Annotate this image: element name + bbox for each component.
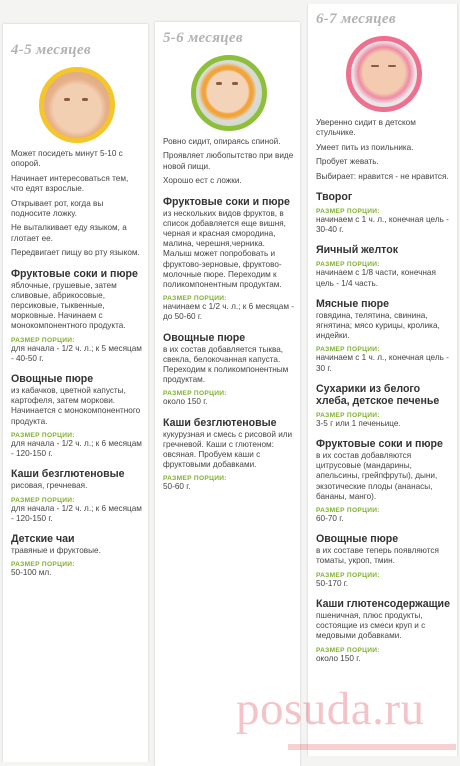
age-heading: 6-7 месяцев bbox=[316, 11, 396, 27]
portion-value: около 150 г. bbox=[163, 397, 208, 407]
food-title: Фруктовые соки и пюре bbox=[316, 438, 443, 451]
food-section bbox=[316, 383, 451, 429]
column-4-5-months bbox=[0, 10, 151, 762]
column-card bbox=[3, 24, 148, 762]
baby-eye bbox=[232, 82, 238, 85]
portion-label: РАЗМЕР ПОРЦИИ: bbox=[316, 411, 380, 419]
baby-photo bbox=[346, 36, 422, 112]
age-heading: 4-5 месяцев bbox=[11, 42, 91, 58]
portion-label: РАЗМЕР ПОРЦИИ: bbox=[316, 208, 380, 216]
portion-value: начинаем с 1 ч. л., конечная цель - 30 г. bbox=[316, 353, 449, 373]
portion-value: для начала - 1/2 ч. л.; к 6 месяцам - 120-150 г. bbox=[11, 503, 142, 523]
skills-list bbox=[163, 137, 294, 187]
food-title: Творог bbox=[316, 191, 353, 204]
skill-item: Хорошо ест с ложки. bbox=[163, 176, 242, 186]
portion-label: РАЗМЕР ПОРЦИИ: bbox=[163, 390, 227, 398]
portion-value: для начала - 1/2 ч. л.; к 5 месяцам - 40-50 г. bbox=[11, 343, 142, 363]
portion-label: РАЗМЕР ПОРЦИИ: bbox=[316, 646, 380, 654]
age-heading: 5-6 месяцев bbox=[163, 30, 243, 46]
food-description: травяные и фруктовые. bbox=[11, 545, 101, 555]
skill-item: Умеет пить из поильника. bbox=[316, 142, 414, 152]
food-title: Сухарики из белого хлеба, детское печенье bbox=[316, 382, 440, 407]
food-description: кукурузная и смесь с рисовой или гречневой. Каши с глютеном: овсяная. Пробуем каши с фруктовыми добавками. bbox=[163, 429, 293, 470]
food-section bbox=[11, 533, 142, 578]
portion-label: РАЗМЕР ПОРЦИИ: bbox=[11, 496, 75, 504]
food-title: Фруктовые соки и пюре bbox=[11, 267, 138, 280]
skill-item: Может посидеть минут 5-10 с опорой. bbox=[11, 149, 123, 169]
baby-photo bbox=[191, 55, 267, 131]
food-description: из нескольких видов фруктов, в список добавляется еще вишня, черная и красная смородина, малина, черешня,черника. Малыш может попробовать и фруктово-зерновые, фруктово-молочные пюре. Переходим к поликомпонентным продуктам. bbox=[163, 208, 286, 290]
portion-label: РАЗМЕР ПОРЦИИ: bbox=[11, 336, 75, 344]
food-section bbox=[163, 332, 294, 408]
portion-label: РАЗМЕР ПОРЦИИ: bbox=[316, 346, 380, 354]
food-section bbox=[163, 196, 294, 323]
food-title: Фруктовые соки и пюре bbox=[163, 195, 290, 208]
food-section bbox=[316, 533, 451, 589]
baby-eye bbox=[371, 65, 379, 67]
skill-item: Открывает рот, когда вы подносите ложку. bbox=[11, 198, 104, 219]
watermark-bar bbox=[288, 744, 456, 750]
food-section bbox=[316, 598, 451, 664]
food-title: Каши глютенсодержащие bbox=[316, 597, 450, 610]
baby-eye bbox=[82, 98, 88, 101]
skill-item: Уверенно сидит в детском стульчике. bbox=[316, 118, 416, 138]
food-section bbox=[316, 244, 451, 288]
watermark: posuda.ru bbox=[236, 683, 425, 735]
skills-list bbox=[316, 118, 451, 182]
portion-label: РАЗМЕР ПОРЦИИ: bbox=[11, 561, 75, 569]
portion-label: РАЗМЕР ПОРЦИИ: bbox=[163, 295, 227, 303]
portion-value: для начала - 1/2 ч. л.; к 6 месяцам - 120-150 г. bbox=[11, 438, 142, 459]
food-section bbox=[11, 268, 142, 364]
food-title: Овощные пюре bbox=[11, 373, 94, 386]
food-description: в их состав добавляются цитрусовые (мандарины, апельсины, грейпфруты), дыни, экзотические плоды (ананасы, бананы, манго). bbox=[316, 451, 438, 501]
food-title: Каши безглютеновые bbox=[163, 416, 277, 429]
food-description: пшеничная, плюс продукты, состоящие из смеси круп и с медовыми добавками. bbox=[316, 610, 426, 641]
portion-value: 50-170 г. bbox=[316, 578, 349, 588]
food-description: в их состав добавляется тыква, свекла, белокочанная капуста. Переходим к поликомпонентным продуктам. bbox=[163, 344, 289, 385]
food-description: из кабачков, цветной капусты, картофеля, затем моркови. Начинается с монокомпонентного продукта. bbox=[11, 386, 141, 426]
column-card bbox=[308, 4, 457, 756]
food-section bbox=[316, 191, 451, 235]
portion-value: начинаем с 1 ч. л., конечная цель - 30-40 г. bbox=[316, 215, 449, 235]
food-title: Овощные пюре bbox=[316, 533, 399, 546]
skill-item: Не выталкивает еду языком, а глотает ее. bbox=[11, 223, 127, 243]
portion-label: РАЗМЕР ПОРЦИИ: bbox=[316, 261, 380, 269]
food-description: рисовая, гречневая. bbox=[11, 481, 88, 491]
portion-value: 3-5 г или 1 печеньице. bbox=[316, 418, 401, 428]
food-description: в их составе теперь появляются томаты, укроп, тмин. bbox=[316, 546, 439, 566]
skill-item: Пробует жевать. bbox=[316, 157, 379, 167]
portion-label: РАЗМЕР ПОРЦИИ: bbox=[316, 571, 380, 579]
portion-value: 60-70 г. bbox=[316, 514, 344, 524]
food-section bbox=[316, 438, 451, 524]
portion-value: 50-100 мл. bbox=[11, 568, 52, 578]
food-title: Детские чаи bbox=[11, 532, 75, 545]
food-description: говядина, телятина, свинина, ягнятина; мясо курицы, кролика, индейки. bbox=[316, 310, 440, 341]
portion-value: около 150 г. bbox=[316, 653, 361, 663]
skill-item: Выбирает: нравится - не нравится. bbox=[316, 171, 449, 181]
skill-item: Начинает интересоваться тем, что едят взрослые. bbox=[11, 173, 129, 194]
food-description: яблочные, грушевые, затем сливовые, абрикосовые, персиковые, тыквенные, морковные. Начинаем с монокомпонентного продукта. bbox=[11, 280, 126, 331]
baby-eye bbox=[388, 65, 396, 67]
baby-photo bbox=[39, 67, 115, 143]
baby-eye bbox=[216, 82, 222, 85]
skill-item: Ровно сидит, опираясь спиной. bbox=[163, 137, 281, 146]
skill-item: Проявляет любопытство при виде новой пищи. bbox=[163, 151, 294, 171]
portion-value: начинаем с 1/2 ч. л.; к 6 месяцам - до 50-60 г. bbox=[163, 302, 294, 322]
food-section bbox=[11, 468, 142, 524]
food-title: Каши безглютеновые bbox=[11, 468, 125, 481]
portion-label: РАЗМЕР ПОРЦИИ: bbox=[316, 507, 380, 515]
portion-label: РАЗМЕР ПОРЦИИ: bbox=[11, 431, 75, 439]
skill-item: Передвигает пищу во рту языком. bbox=[11, 248, 140, 258]
column-6-7-months bbox=[305, 4, 460, 756]
food-section bbox=[11, 373, 142, 459]
food-title: Мясные пюре bbox=[316, 297, 389, 310]
portion-value: начинаем с 1/8 части, конечная цель - 1/4 часть. bbox=[316, 268, 436, 288]
portion-value: 50-60 г. bbox=[163, 482, 191, 492]
food-title: Яичный желток bbox=[316, 244, 398, 257]
skills-list bbox=[11, 149, 142, 259]
food-title: Овощные пюре bbox=[163, 331, 246, 344]
baby-eye bbox=[64, 98, 70, 101]
portion-label: РАЗМЕР ПОРЦИИ: bbox=[163, 475, 227, 483]
column-5-6-months bbox=[152, 14, 303, 766]
food-section bbox=[316, 298, 451, 374]
food-section bbox=[163, 417, 294, 493]
column-card bbox=[155, 22, 300, 766]
